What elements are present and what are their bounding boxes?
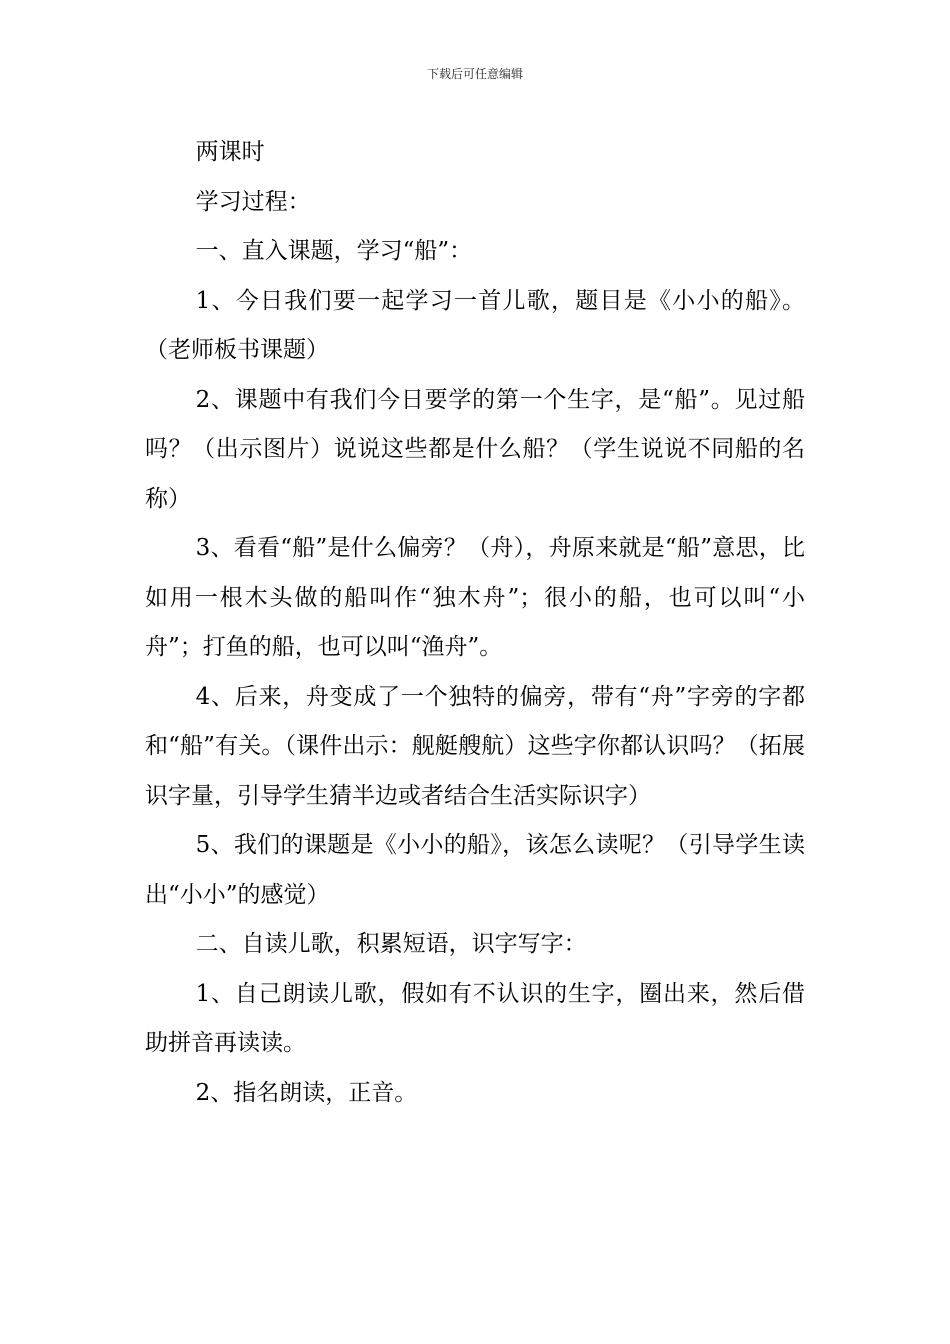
lesson-duration: 两课时 [195,139,265,165]
paragraph-part-two-step-2: 2、指名朗读，正音。 [195,1079,418,1106]
section-heading-part-one: 一、直入课题，学习“船”： [195,238,473,264]
paragraph-step-1: 1、今日我们要一起学习一首儿歌，题目是《小小的船》。（老师板书课题） [145,287,805,363]
document-body [145,128,805,1118]
page-header: 下载后可任意编辑 [426,67,523,81]
paragraph-step-5: 5、我们的课题是《小小的船》，该怎么读呢？（引导学生读出“小小”的感觉） [145,832,805,908]
paragraph-part-two-step-1: 1、自己朗读儿歌，假如有不认识的生字，圈出来，然后借助拼音再读读。 [145,980,805,1056]
paragraph-step-4: 4、后来，舟变成了一个独特的偏旁，带有“舟”字旁的字都和“船”有关。（课件出示：舰艇艘航）这些字你都认识吗？（拓展识字量，引导学生猜半边或者结合生活实际识字） [145,683,805,809]
section-heading-part-two: 二、自读儿歌，积累短语，识字写字： [195,931,587,957]
paragraph-step-2: 2、课题中有我们今日要学的第一个生字，是“船”。见过船吗？（出示图片）说说这些都是什么船？（学生说说不同船的名称） [145,386,805,512]
section-heading-process: 学习过程： [195,188,311,215]
paragraph-step-3: 3、看看“船”是什么偏旁？（舟），舟原来就是“船”意思，比如用一根木头做的船叫作“独木舟”；很小的船，也可以叫“小舟”；打鱼的船，也可以叫“渔舟”。 [145,535,805,660]
